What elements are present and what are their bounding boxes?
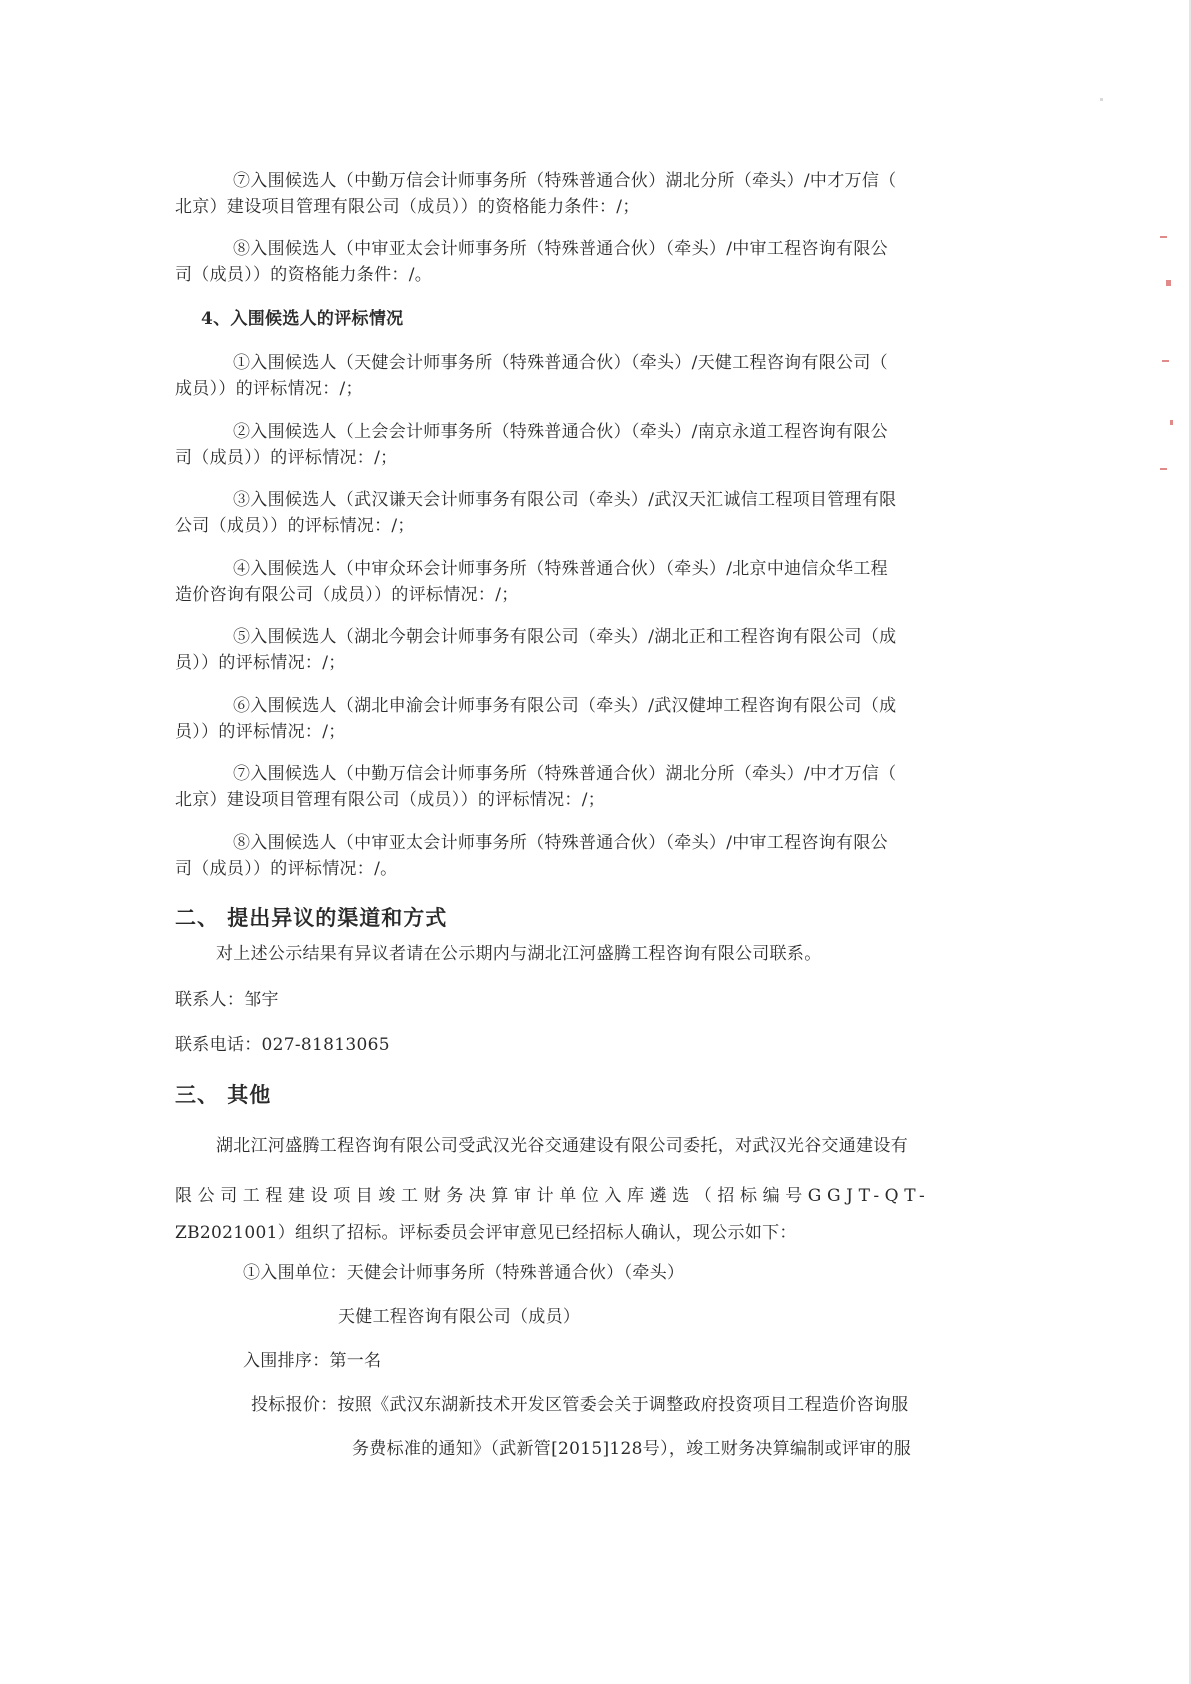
stamp-edge-mark (1166, 280, 1171, 286)
stamp-edge-mark (1160, 236, 1167, 238)
winner-rank: 入围排序：第一名 (243, 1351, 382, 1371)
bid-price-line1: 投标报价：按照《武汉东湖新技术开发区管委会关于调整政府投资项目工程造价咨询服 (251, 1395, 909, 1415)
scan-speck (1100, 98, 1103, 101)
evaluation-item-4-line2: 造价咨询有限公司（成员））的评标情况：/； (175, 585, 519, 605)
objection-text: 对上述公示结果有异议者请在公示期内与湖北江河盛腾工程咨询有限公司联系。 (216, 944, 822, 964)
objection-heading: 二、 提出异议的渠道和方式 (175, 905, 448, 930)
criteria-item-7-line1: ⑦入围候选人（中勤万信会计师事务所（特殊普通合伙）湖北分所（牵头）/中才万信（ (233, 171, 897, 191)
criteria-item-8-line1: ⑧入围候选人（中审亚太会计师事务所（特殊普通合伙）（牵头）/中审工程咨询有限公 (233, 239, 888, 259)
evaluation-item-5-line2: 员））的评标情况：/； (175, 653, 346, 673)
evaluation-item-5-line1: ⑤入围候选人（湖北今朝会计师事务有限公司（牵头）/湖北正和工程咨询有限公司（成 (233, 627, 897, 647)
evaluation-item-3-line2: 公司（成员））的评标情况：/； (175, 516, 415, 536)
bid-price-line2: 务费标准的通知》（武新管[2015]128号），竣工财务决算编制或评审的服 (352, 1439, 912, 1459)
contact-person: 联系人：邹宇 (175, 990, 279, 1010)
other-paragraph-line2: 限公司工程建设项目竣工财务决算审计单位入库遴选（招标编号GGJT-QT- (175, 1186, 931, 1206)
other-heading: 三、 其他 (175, 1082, 272, 1107)
evaluation-item-6-line1: ⑥入围候选人（湖北申渝会计师事务有限公司（牵头）/武汉健坤工程咨询有限公司（成 (233, 696, 897, 716)
stamp-edge-mark (1162, 360, 1169, 362)
section-4-heading: 4、入围候选人的评标情况 (201, 309, 404, 329)
contact-phone: 联系电话：027-81813065 (175, 1035, 390, 1055)
evaluation-item-3-line1: ③入围候选人（武汉谦天会计师事务有限公司（牵头）/武汉天汇诚信工程项目管理有限 (233, 490, 897, 510)
other-paragraph-line3: ZB2021001）组织了招标。评标委员会评审意见已经招标人确认，现公示如下： (175, 1223, 797, 1243)
evaluation-item-7-line1: ⑦入围候选人（中勤万信会计师事务所（特殊普通合伙）湖北分所（牵头）/中才万信（ (233, 764, 897, 784)
evaluation-item-8-line1: ⑧入围候选人（中审亚太会计师事务所（特殊普通合伙）（牵头）/中审工程咨询有限公 (233, 833, 888, 853)
evaluation-item-8-line2: 司（成员））的评标情况：/。 (175, 859, 398, 879)
evaluation-item-1-line2: 成员））的评标情况：/； (175, 379, 363, 399)
evaluation-item-7-line2: 北京）建设项目管理有限公司（成员））的评标情况：/； (175, 790, 606, 810)
evaluation-item-2-line2: 司（成员））的评标情况：/； (175, 448, 398, 468)
evaluation-item-4-line1: ④入围候选人（中审众环会计师事务所（特殊普通合伙）（牵头）/北京中迪信众华工程 (233, 559, 888, 579)
winner-unit-line2: 天健工程咨询有限公司（成员） (338, 1307, 581, 1327)
evaluation-item-2-line1: ②入围候选人（上会会计师事务所（特殊普通合伙）（牵头）/南京永道工程咨询有限公 (233, 422, 888, 442)
other-paragraph-line1: 湖北江河盛腾工程咨询有限公司受武汉光谷交通建设有限公司委托，对武汉光谷交通建设有 (216, 1136, 908, 1156)
stamp-edge-mark (1170, 420, 1173, 425)
stamp-edge-mark (1160, 468, 1167, 470)
winner-unit-line1: ①入围单位：天健会计师事务所（特殊普通合伙）（牵头） (243, 1263, 685, 1283)
evaluation-item-1-line1: ①入围候选人（天健会计师事务所（特殊普通合伙）（牵头）/天健工程咨询有限公司（ (233, 353, 888, 373)
evaluation-item-6-line2: 员））的评标情况：/； (175, 722, 346, 742)
criteria-item-7-line2: 北京）建设项目管理有限公司（成员））的资格能力条件：/； (175, 197, 640, 217)
criteria-item-8-line2: 司（成员））的资格能力条件：/。 (175, 265, 433, 285)
